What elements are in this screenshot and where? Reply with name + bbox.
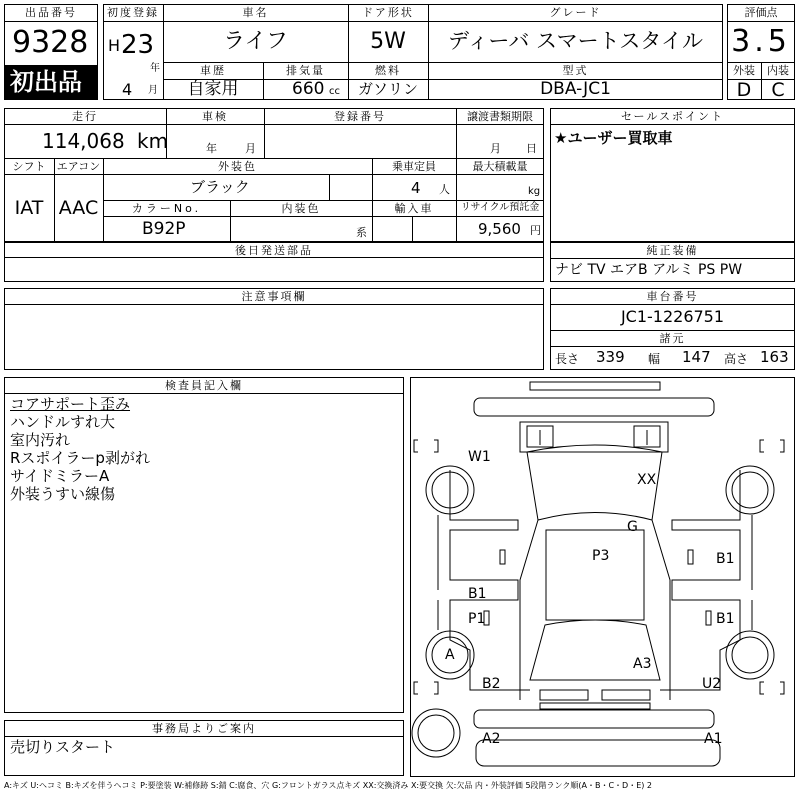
displacement-unit: cc [329, 86, 340, 97]
first-listing-label: 初出品 [10, 68, 82, 96]
inspector-line: サイドミラーA [10, 467, 110, 485]
shift-value: IAT [14, 197, 44, 219]
office-text: 売切りスタート [10, 738, 116, 756]
import-label: 輸入車 [394, 202, 434, 215]
shift-label: シフト [12, 160, 46, 173]
equipment-label: 純正装備 [646, 244, 699, 257]
mark-w1: W1 [468, 449, 491, 465]
inspection-year-suffix: 年 [206, 142, 217, 155]
mark-a1: A1 [704, 731, 723, 747]
recycle-amount: 9,560 [478, 220, 521, 238]
mileage-unit: km [137, 129, 169, 153]
int-color-label: 内装色 [281, 202, 321, 215]
chassis-number: JC1-1226751 [620, 307, 725, 326]
length-value: 339 [596, 348, 625, 366]
month-suffix: 月 [148, 85, 158, 96]
mark-b1-left: B1 [468, 586, 487, 602]
reg-number-label: 登録番号 [334, 110, 386, 123]
score-label: 評価点 [744, 6, 778, 19]
door-label: ドア形状 [362, 6, 414, 19]
mark-u2: U2 [702, 676, 722, 692]
color-no-value: B92P [142, 219, 186, 239]
max-load-unit: kg [528, 186, 541, 197]
first-reg-label: 初度登録 [107, 6, 159, 19]
int-grade-value: C [771, 79, 785, 101]
capacity-unit: 人 [439, 183, 450, 196]
inspection-label: 車検 [202, 110, 228, 123]
era-letter: H [108, 36, 121, 55]
inspector-line: 室内汚れ [10, 431, 71, 449]
displacement-value: 660 [292, 79, 325, 99]
ac-label: エアコン [56, 160, 101, 173]
first-reg-year: 23 [121, 30, 155, 60]
ext-grade-value: D [736, 79, 752, 101]
max-load-label: 最大積載量 [472, 160, 528, 173]
mileage-value: 114,068 [42, 129, 125, 153]
height-label: 高さ [724, 352, 749, 366]
mark-a2: A2 [482, 731, 501, 747]
length-label: 長さ [555, 352, 580, 366]
displacement-label: 排気量 [286, 64, 325, 77]
ext-color-label: 外装色 [218, 160, 257, 173]
score-value: 3.5 [731, 24, 791, 59]
width-label: 幅 [648, 352, 661, 366]
ext-color-value: ブラック [190, 178, 250, 196]
capacity-value: 4 [411, 179, 421, 197]
height-value: 163 [760, 348, 789, 366]
ac-value: AAC [58, 197, 99, 219]
door-value: 5W [370, 29, 406, 54]
first-reg-month: 4 [122, 80, 133, 99]
model-code-label: 型式 [562, 64, 589, 77]
fuel-label: 燃料 [375, 64, 401, 77]
inspector-line: ハンドルすれ大 [10, 413, 116, 431]
mark-g: G [627, 519, 638, 535]
car-name: ライフ [223, 29, 288, 54]
office-label: 事務局よりご案内 [152, 722, 256, 735]
width-value: 147 [682, 348, 711, 366]
mark-xx: XX [637, 472, 657, 488]
transfer-label: 譲渡書類期限 [467, 110, 533, 123]
int-color-suffix: 系 [356, 226, 367, 239]
legend-text: A:キズ U:ヘコミ B:キズを伴うヘコミ P:要塗装 W:補修跡 S:錆 C:腐食、穴 G:フロントガラス点キズ XX:交換済み X:要交換 欠:欠品 内・外装評価 5段階ランク順(A・B・C・D・E) 2 [4, 781, 653, 790]
car-name-label: 車名 [242, 6, 269, 19]
history-value: 自家用 [187, 79, 239, 99]
ext-grade-label: 外装 [733, 64, 755, 77]
mark-a-wheel: A [445, 647, 455, 663]
history-label: 車歴 [200, 64, 226, 77]
inspector-line: Rスポイラーp剥がれ [10, 449, 150, 467]
lot-number: 9328 [12, 25, 89, 60]
year-suffix: 年 [150, 63, 160, 74]
grade-label: グレード [549, 6, 602, 19]
equipment-text: ナビ TV エアB アルミ PS PW [555, 262, 743, 278]
inspector-line: 外装うすい線傷 [10, 485, 116, 503]
notes-label: 注意事項欄 [241, 290, 307, 303]
grade-value: ディーバ スマートスタイル [448, 29, 703, 53]
later-parts-label: 後日発送部品 [235, 244, 313, 257]
recycle-label: リサイクル預託金 [460, 202, 540, 213]
mark-b1-right-front: B1 [716, 551, 735, 567]
capacity-label: 乗車定員 [392, 160, 436, 173]
int-grade-label: 内装 [767, 64, 789, 77]
transfer-month-suffix: 月 [490, 142, 501, 155]
mark-p1: P1 [468, 611, 486, 627]
lot-label: 出品番号 [25, 6, 77, 19]
sales-points-text: ★ユーザー買取車 [554, 129, 673, 147]
transfer-day-suffix: 日 [526, 142, 537, 155]
mileage-label: 走行 [72, 110, 98, 123]
sales-points-label: セールスポイント [620, 110, 724, 123]
inspector-line: コアサポート歪み [10, 395, 131, 413]
fuel-value: ガソリン [357, 80, 418, 98]
mark-b1-right-rear: B1 [716, 611, 735, 627]
color-no-label: カラーNo. [131, 202, 202, 215]
model-code-value: DBA-JC1 [540, 79, 611, 99]
mark-p3: P3 [592, 548, 610, 564]
inspector-label: 検査員記入欄 [165, 379, 243, 392]
mark-b2: B2 [482, 676, 501, 692]
dims-label: 諸元 [659, 332, 686, 345]
mark-a3: A3 [633, 656, 652, 672]
recycle-unit: 円 [530, 224, 541, 237]
inspection-month-suffix: 月 [245, 142, 256, 155]
chassis-label: 車台番号 [646, 290, 699, 303]
